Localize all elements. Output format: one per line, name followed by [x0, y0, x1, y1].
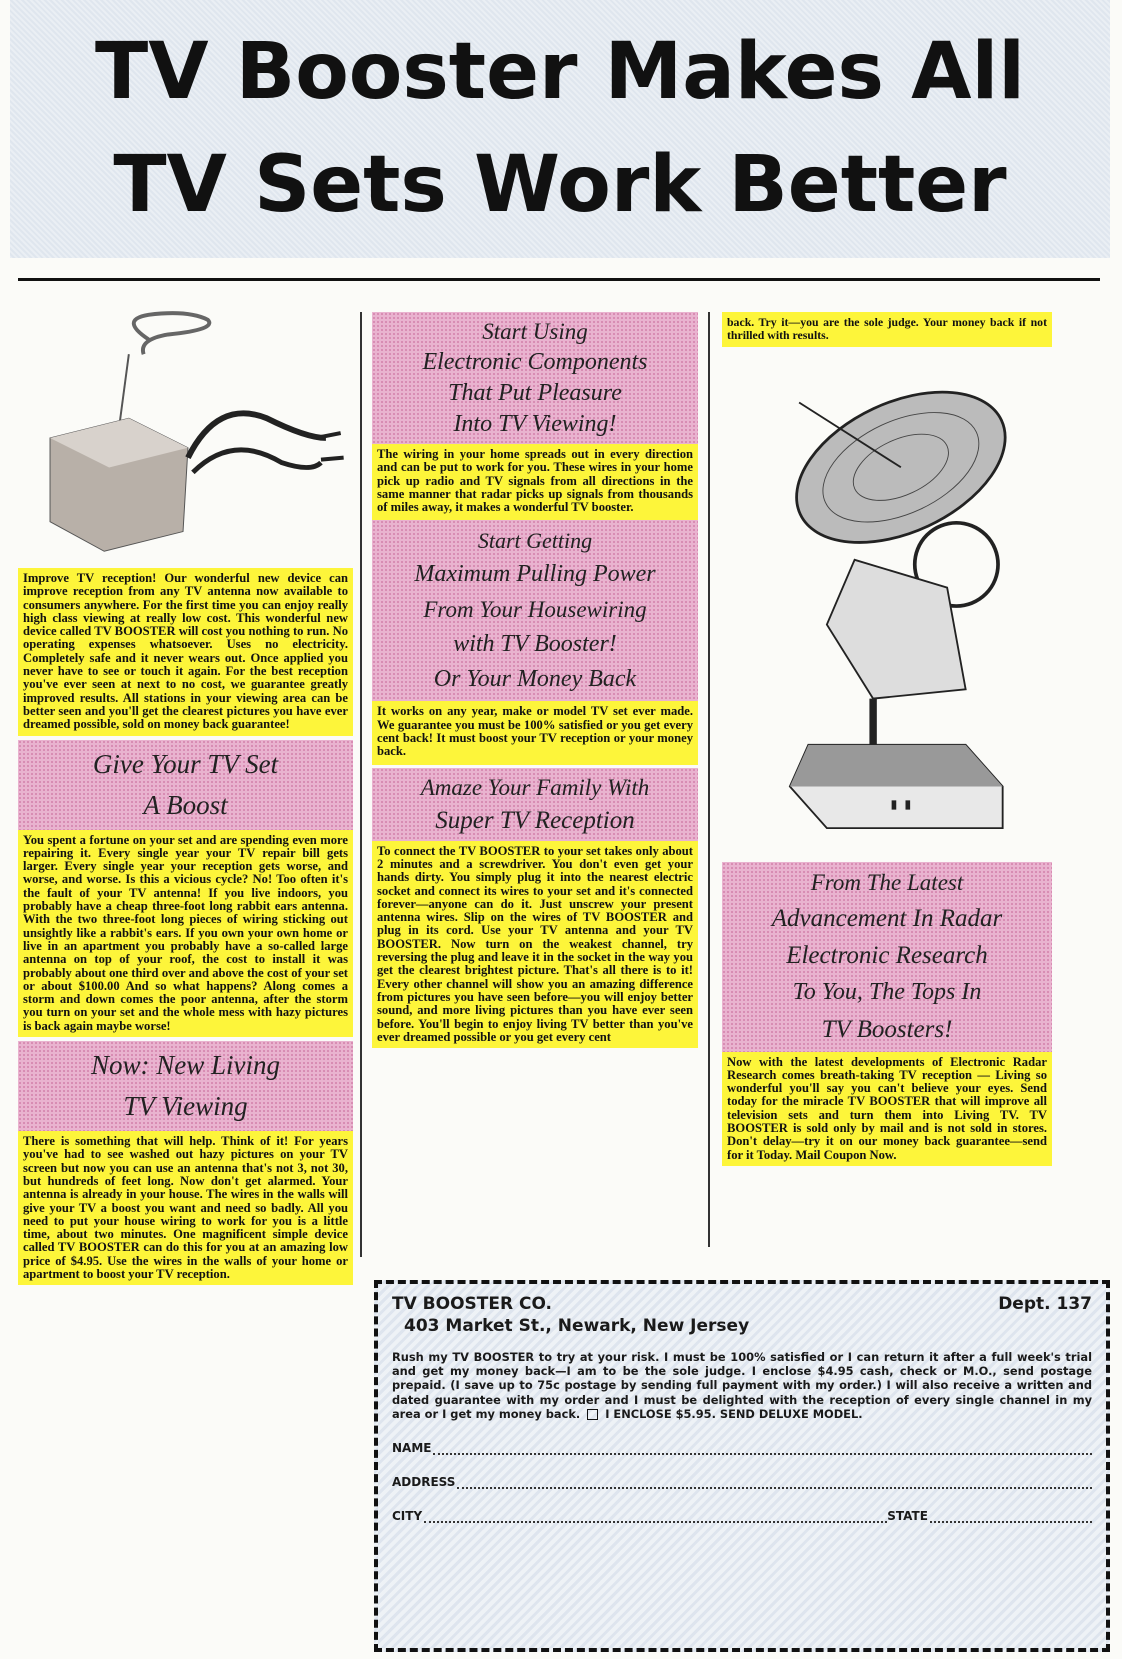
heading-line: From The Latest — [810, 869, 964, 895]
heading-line: Start Using — [482, 319, 588, 344]
heading-line: with TV Booster! — [453, 631, 617, 658]
headline-line-1: TV Booster Makes All — [95, 27, 1025, 117]
headline-banner — [10, 0, 1110, 258]
paragraph-text: It works on any year, make or model TV set ever made. We guarantee you must be 100% satisfied or you get every cent back! It must boost your TV reception or your money back. — [372, 701, 698, 764]
tv-booster-device-image — [18, 300, 353, 568]
heading-start-using — [372, 312, 698, 444]
left-column — [18, 300, 353, 1285]
middle-column — [372, 312, 698, 1048]
coupon-terms — [392, 1350, 1092, 1421]
heading-line: Or Your Money Back — [433, 666, 637, 693]
name-input[interactable] — [433, 1445, 1092, 1455]
heading-line: TV Viewing — [123, 1091, 248, 1122]
address-input[interactable] — [457, 1479, 1092, 1489]
paragraph-text: You spent a fortune on your set and are spending even more repairing it. Every single year your TV repair bill gets larger. Every single year your reception gets worse, and worse, and worse. Is this a vicious cycle? No! Too often it's the fault of your TV antenna! If you live indoors, you probably have a cheap three-foot long rabbit ears antenna. With the two three-foot long pieces of wiring sticking out unsightly like a rabbit's ears. If you own your own home or live in an apartment you probably have a so-called large antenna on top of your roof, the cost to install it was probably about one third over and above the cost of your set or about $100.00 And so what happens? Along comes a storm and down comes the poor antenna, after the storm you turn on your set and the whole mess with hazy pictures is back again maybe worse! — [18, 830, 353, 1037]
heading-line: From Your Housewiring — [423, 597, 647, 623]
paragraph-text: There is something that will help. Think of it! For years you've had to see washed out hazy pictures on your TV screen but now you can use an antenna that's not 3, not 30, but hundreds of feet long. Now don't get alarmed. Your antenna is already in your house. The wires in the walls will give your TV a boost you want and need so badly. All you need to put your house wiring to work for you is a little time, about two minutes. One magnificent simple device called TV BOOSTER can do this for you at an amazing low price of $4.95. Use the wires in the walls of your home or apartment to boost your TV reception. — [18, 1131, 353, 1285]
heading-line: Advancement In Radar — [771, 904, 1003, 932]
heading-line: Super TV Reception — [435, 806, 635, 834]
headline-line-2: TV Sets Work Better — [113, 140, 1007, 230]
deluxe-checkbox[interactable] — [587, 1409, 598, 1420]
address-field[interactable] — [392, 1475, 1092, 1489]
heading-give-your-tv-set-a-boost — [18, 740, 353, 830]
company-name: TV BOOSTER CO. — [392, 1294, 553, 1314]
paragraph-text: Now with the latest developments of Electronic Radar Research comes breath-taking TV reception — Living so wonderful you'll say you can't believe your eyes. Send today for the miracle TV BOOSTER that will improve all television sets and turn them into Living TV. TV BOOSTER is sold only by mail and is not sold in stores. Don't delay—try it on our money back guarantee—send for it Today. Mail Coupon Now. — [722, 1052, 1052, 1166]
heading-line: Give Your TV Set — [92, 748, 279, 779]
heading-line: Electronic Components — [422, 349, 648, 375]
heading-line: Start Getting — [477, 528, 593, 554]
heading-line: Electronic Research — [786, 941, 988, 969]
deluxe-option-label: I ENCLOSE $5.95. SEND DELUXE MODEL. — [605, 1406, 863, 1421]
column-divider — [360, 312, 362, 1257]
paragraph-text: To connect the TV BOOSTER to your set takes only about 2 minutes and a screwdriver. You don't even get your hands dirty. You simply plug it into the nearest electric socket and connect its wires to your set and it's connected forever—anyone can do it. Just unscrew your present antenna wires. Slip on the wires of TV BOOSTER and plug in its cord. Use your TV antenna and your TV BOOSTER. Now turn on the weakest channel, try reversing the plug and leave it in the socket in the way you get the clearest brightest picture. That's all there is to it! Every other channel will show you an amazing difference from pictures you have seen before—you will enjoy better sound, and more living pictures than you have ever seen before. You'll begin to enjoy living TV better than you've ever dreamed possible or you get every cent — [372, 841, 698, 1048]
heading-new-living-tv-viewing — [18, 1041, 353, 1131]
divider-rule — [18, 278, 1100, 281]
heading-line: Amaze Your Family With — [420, 774, 650, 800]
state-label: STATE — [887, 1509, 928, 1524]
address-label: ADDRESS — [392, 1475, 456, 1490]
name-field[interactable] — [392, 1441, 1092, 1455]
heading-line: To You, The Tops In — [792, 978, 982, 1005]
heading-line: Now: New Living — [90, 1050, 280, 1081]
right-column — [722, 312, 1052, 1166]
paragraph-text: back. Try it—you are the sole judge. Your money back if not thrilled with results. — [722, 312, 1052, 347]
heading-amaze-your-family — [372, 768, 698, 841]
city-input[interactable] — [424, 1513, 887, 1523]
dept-number: Dept. 137 — [998, 1294, 1092, 1314]
heading-latest-advancement — [722, 862, 1052, 1052]
paragraph-text: The wiring in your home spreads out in every direction and can be put to work for you. These wires in your home pick up radio and TV signals from all directions in the same manner that radar picks up signals from thousands of miles away, it makes a wonderful TV booster. — [372, 444, 698, 520]
column-divider — [708, 312, 710, 1247]
state-input[interactable] — [930, 1513, 1092, 1523]
radar-dish-image — [722, 347, 1052, 842]
name-label: NAME — [392, 1441, 432, 1456]
heading-start-getting — [372, 520, 698, 701]
heading-line: Into TV Viewing! — [453, 411, 617, 437]
heading-line: That Put Pleasure — [448, 380, 622, 406]
heading-line: TV Boosters! — [821, 1015, 953, 1043]
order-coupon[interactable] — [374, 1280, 1110, 1652]
company-address: 403 Market St., Newark, New Jersey — [404, 1316, 750, 1336]
heading-line: Maximum Pulling Power — [414, 561, 656, 588]
city-label: CITY — [392, 1509, 423, 1524]
heading-line: A Boost — [143, 789, 228, 820]
coupon-body-text: Rush my TV BOOSTER to try at your risk. I must be 100% satisfied or I can return it after a full week's trial and get my money back—I am to be the sole judge. I enclose $4.95 cash, check or M.O., send postage prepaid. (I save up to 75c postage by sending full payment with my order.) I will also receive a written and dated guarantee with my order and I must be delighted with the reception of every single channel in my area or I get my money back. — [392, 1350, 1092, 1421]
intro-text: Improve TV reception! Our wonderful new device can improve reception from any TV antenna now available to consumers anywhere. For the first time you can enjoy really high class viewing at really low cost. This wonderful new device called TV BOOSTER will cost you nothing to run. No operating expenses whatsoever. Uses no electricity. Completely safe and it never wears out. Once applied you never have to see or touch it again. For the best reception you've ever seen at next to no cost, we guarantee greatly improved results. All stations in your viewing area can be better seen and you'll get the clearest pictures you have ever dreamed possible, sold on money back guarantee! — [18, 568, 353, 736]
city-state-field[interactable] — [392, 1509, 1092, 1523]
